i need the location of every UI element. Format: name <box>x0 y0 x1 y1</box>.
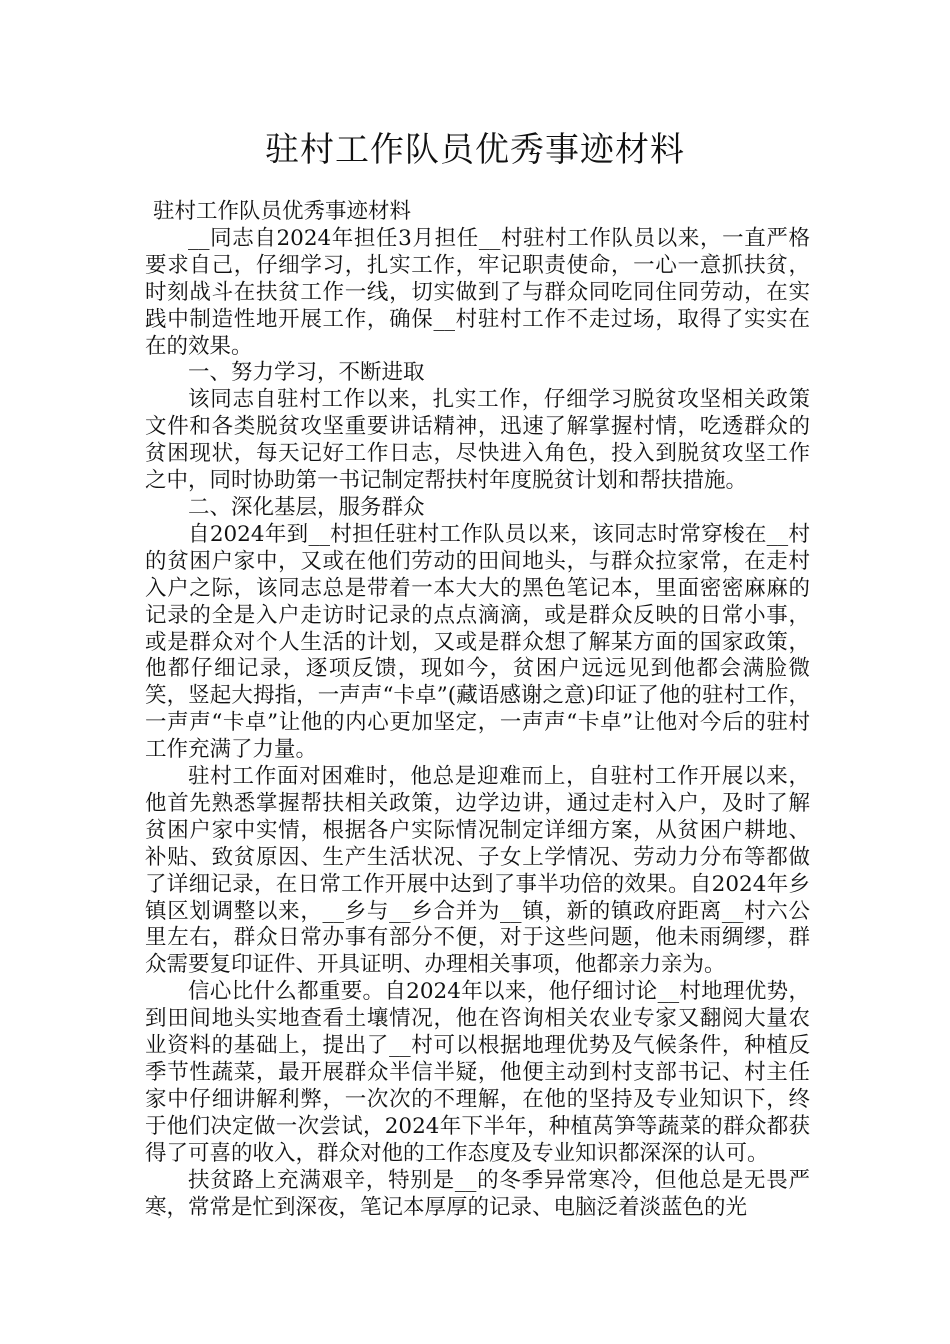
section-heading-1: 一、努力学习，不断进取 <box>188 360 425 386</box>
paragraph-grassroots: 自2024年到__村担任驻村工作队员以来，该同志时常穿梭在__村的贫困户家中，又或在他们劳动的田间地头，与群众拉家常，在走村入户之际，该同志总是带着一本大大的黑色笔记本，里面密密麻麻的记录的全是入户走访时记录的点点滴滴，或是群众反映的日常小事，或是群众对个人生活的计划，又或是群众想了解某方面的国家政策，他都仔细记录，逐项反馈，现如今，贫困户远远见到他都会满脸微笑，竖起大拇指，一声声“卡卓”(藏语感谢之意)印证了他的驻村工作，一声声“卡卓”让他的内心更加坚定，一声声“卡卓”让他对今后的驻村工作充满了力量。 <box>145 521 810 763</box>
paragraph-confidence: 信心比什么都重要。自2024年以来，他仔细讨论__村地理优势，到田间地头实地查看土壤情况，他在咨询相关农业专家又翻阅大量农业资料的基础上，提出了__村可以根据地理优势及气候条件，种植反季节性蔬菜，最开展群众半信半疑，他便主动到村支部书记、村主任家中仔细讲解利弊，一次次的不理解，在他的坚持及专业知识下，终于他们决定做一次尝试，2024年下半年，种植莴笋等蔬菜的群众都获得了可喜的收入，群众对他的工作态度及专业知识都深深的认可。 <box>145 979 810 1166</box>
section-heading-2: 二、深化基层，服务群众 <box>188 494 425 520</box>
paragraph-difficulties: 驻村工作面对困难时，他总是迎难而上，自驻村工作开展以来，他首先熟悉掌握帮扶相关政策，边学边讲，通过走村入户，及时了解贫困户家中实情，根据各户实际情况制定详细方案，从贫困户耕地、补贴、致贫原因、生产生活状况、子女上学情况、劳动力分布等都做了详细记录，在日常工作开展中达到了事半功倍的效果。自2024年乡镇区划调整以来，__乡与__乡合并为__镇，新的镇政府距离__村六公里左右，群众日常办事有部分不便，对于这些问题，他未雨绸缪，群众需要复印证件、开具证明、办理相关事项，他都亲力亲为。 <box>145 764 810 978</box>
document-subtitle: 驻村工作队员优秀事迹材料 <box>153 199 412 224</box>
paragraph-study: 该同志自驻村工作以来，扎实工作，仔细学习脱贫攻坚相关政策文件和各类脱贫攻坚重要讲话精神，迅速了解掌握村情，吃透群众的贫困现状，每天记好工作日志，尽快进入角色，投入到脱贫攻坚工作之中，同时协助第一书记制定帮扶村年度脱贫计划和帮扶措施。 <box>145 387 810 494</box>
paragraph-intro: __同志自2024年担任3月担任__村驻村工作队员以来，一直严格要求自己，仔细学习，扎实工作，牢记职责使命，一心一意抓扶贫，时刻战斗在扶贫工作一线，切实做到了与群众同吃同住同劳动，在实践中制造性地开展工作，确保__村驻村工作不走过场，取得了实实在在的效果。 <box>145 225 810 359</box>
document-title: 驻村工作队员优秀事迹材料 <box>265 130 685 170</box>
paragraph-hardship: 扶贫路上充满艰辛，特别是__的冬季异常寒冷，但他总是无畏严寒，常常是忙到深夜，笔记本厚厚的记录、电脑泛着淡蓝色的光 <box>145 1167 810 1220</box>
document-body <box>145 199 810 1221</box>
